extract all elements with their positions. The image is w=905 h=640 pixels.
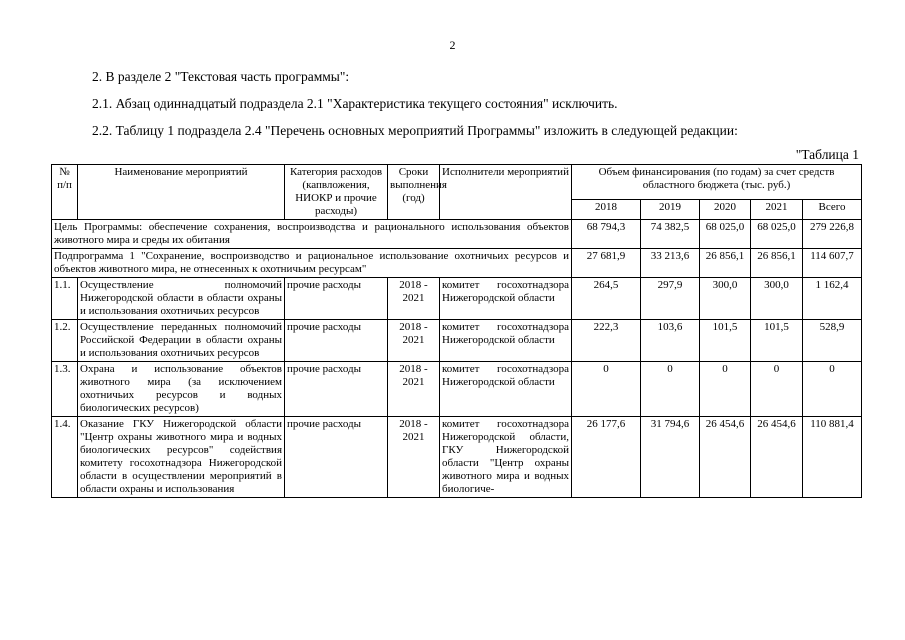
row-2018: 0 (572, 362, 641, 417)
row-num: 1.4. (52, 417, 78, 498)
subprogram-total: 114 607,7 (803, 249, 862, 278)
row-2021: 0 (751, 362, 803, 417)
row-name: Охрана и использование объектов животного мира (за исключением охотничьих ресурсов и водных биологических ресурсов) (78, 362, 285, 417)
row-2018: 222,3 (572, 320, 641, 362)
row-category: прочие расходы (285, 417, 388, 498)
header-num: № п/п (52, 165, 78, 220)
subprogram-2019: 33 213,6 (641, 249, 700, 278)
row-2019: 103,6 (641, 320, 700, 362)
header-row (52, 165, 862, 200)
row-terms: 2018 - 2021 (388, 320, 440, 362)
row-2021: 101,5 (751, 320, 803, 362)
table-caption: "Таблица 1 (795, 147, 859, 162)
header-executors: Исполнители мероприятий (440, 165, 572, 220)
row-2021: 26 454,6 (751, 417, 803, 498)
row-category: прочие расходы (285, 320, 388, 362)
row-total: 110 881,4 (803, 417, 862, 498)
goal-2021: 68 025,0 (751, 220, 803, 249)
goal-2020: 68 025,0 (700, 220, 751, 249)
row-2020: 0 (700, 362, 751, 417)
table-row (52, 320, 862, 362)
header-year-2018: 2018 (572, 200, 641, 220)
row-2019: 31 794,6 (641, 417, 700, 498)
row-2019: 297,9 (641, 278, 700, 320)
subprogram-2021: 26 856,1 (751, 249, 803, 278)
row-2021: 300,0 (751, 278, 803, 320)
row-name: Оказание ГКУ Нижегородской области "Центр охраны животного мира и водных биологических ресурсов" содействия комитету госохотнадзора Нижегородской области в осуществлении мероприятий в области охраны и использования (78, 417, 285, 498)
header-year-2019: 2019 (641, 200, 700, 220)
subprogram-row (52, 249, 862, 278)
row-executor: комитет госохотнадзора Нижегородской области (440, 278, 572, 320)
row-terms: 2018 - 2021 (388, 278, 440, 320)
row-executor: комитет госохотнадзора Нижегородской области (440, 362, 572, 417)
row-category: прочие расходы (285, 362, 388, 417)
row-terms: 2018 - 2021 (388, 362, 440, 417)
paragraph-section-2: 2. В разделе 2 "Текстовая часть программы": (92, 69, 350, 84)
goal-row (52, 220, 862, 249)
header-year-2021: 2021 (751, 200, 803, 220)
header-year-2020: 2020 (700, 200, 751, 220)
goal-2019: 74 382,5 (641, 220, 700, 249)
paragraph-2-1: 2.1. Абзац одиннадцатый подраздела 2.1 "Характеристика текущего состояния" исключить. (92, 96, 618, 111)
row-num: 1.2. (52, 320, 78, 362)
row-2018: 264,5 (572, 278, 641, 320)
row-name: Осуществление переданных полномочий Российской Федерации в области охраны и использования охотничьих ресурсов (78, 320, 285, 362)
goal-text: Цель Программы: обеспечение сохранения, воспроизводства и рационального использования объектов животного мира и среды их обитания (52, 220, 572, 249)
header-terms: Сроки выполнения (год) (388, 165, 440, 220)
subprogram-2020: 26 856,1 (700, 249, 751, 278)
row-total: 1 162,4 (803, 278, 862, 320)
subprogram-text: Подпрограмма 1 "Сохранение, воспроизводство и рациональное использование охотничьих ресурсов и объектов животного мира, не отнесенных к охотничьим ресурсам" (52, 249, 572, 278)
row-name: Осуществление полномочий Нижегородской области в области охраны и использования охотничьих ресурсов (78, 278, 285, 320)
row-2020: 26 454,6 (700, 417, 751, 498)
table-row (52, 417, 862, 498)
table-row (52, 278, 862, 320)
row-2018: 26 177,6 (572, 417, 641, 498)
row-total: 528,9 (803, 320, 862, 362)
header-category: Категория расходов (капвложения, НИОКР и прочие расходы) (285, 165, 388, 220)
header-funding: Объем финансирования (по годам) за счет средств областного бюджета (тыс. руб.) (572, 165, 862, 200)
goal-total: 279 226,8 (803, 220, 862, 249)
row-category: прочие расходы (285, 278, 388, 320)
row-2019: 0 (641, 362, 700, 417)
header-name: Наименование мероприятий (78, 165, 285, 220)
row-executor: комитет госохотнадзора Нижегородской области, ГКУ Нижегородской области "Центр охраны животного мира и водных биологиче- (440, 417, 572, 498)
goal-2018: 68 794,3 (572, 220, 641, 249)
paragraph-2-2: 2.2. Таблицу 1 подраздела 2.4 "Перечень основных мероприятий Программы" изложить в следующей редакции: (92, 123, 738, 138)
row-num: 1.1. (52, 278, 78, 320)
row-executor: комитет госохотнадзора Нижегородской области (440, 320, 572, 362)
measures-table (51, 164, 862, 498)
table-row (52, 362, 862, 417)
row-terms: 2018 - 2021 (388, 417, 440, 498)
row-total: 0 (803, 362, 862, 417)
header-total: Всего (803, 200, 862, 220)
row-2020: 300,0 (700, 278, 751, 320)
subprogram-2018: 27 681,9 (572, 249, 641, 278)
row-num: 1.3. (52, 362, 78, 417)
row-2020: 101,5 (700, 320, 751, 362)
page-number: 2 (449, 38, 456, 52)
